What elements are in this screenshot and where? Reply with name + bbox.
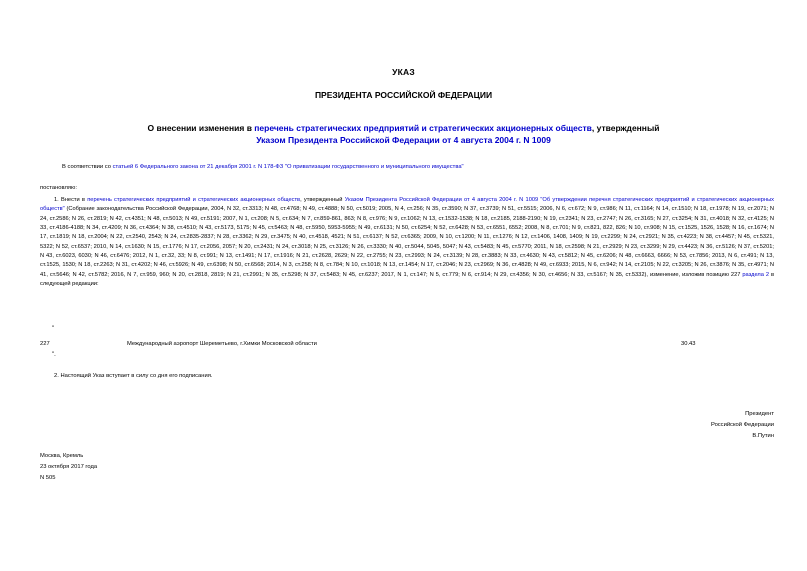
signing-place: Москва, Кремль	[40, 453, 84, 459]
decree-word: постановляю:	[40, 185, 77, 191]
point1-middle: , утвержденный	[300, 197, 345, 203]
point1-body: (Собрание законодательства Российской Федерации, 2004, N 32, ст.3313; N 48, ст.4768; N 49, ст.4888; N 50, ст.5019; 2005, N 4, ст.256; N 35, ст.3590; N 37, ст.3739; N 51, ст.5515; 2006, N 6, ст.672; N 9, ст.986; N 11, ст.1164; N 14, ст.1510; N 18, ст.1978; N 19, ст.2071; N 24, ст.2586; N 26, ст.2819; N 42, ст.4351; N 48, ст.5013; N 49, ст.5191; 2007, N 1, ст.208; N 5, ст.634; N 7, ст.859-861, 863; N 8, ст.976; N 9, ст.1062; N 13, ст.1532-1538; N 18, ст.2185, 2188-2190; N 19, ст.2341; N 23, ст.2747; N 26, ст.3165; N 27, ст.3254; N 31, ст.4018; N 32, ст.4125; N 33, ст.4186-4188; N 34, ст.4209; N 36, ст.4364; N 38, ст.4510; N 43, ст.5173, 5175; N 45, ст.5463; N 48, ст.5950, 5953-5955; N 49, ст.6131; N 50, ст.6254; N 52, ст.6428; N 53, ст.6551, 6552; 2008, N 8, ст.701; N 9, ст.821, 822, 826; N 10, ст.908; N 15, ст.1525, 1526, 1528; N 16, ст.1674; N 17, ст.1819; N 18, ст.2004; N 22, ст.2540, 2543; N 24, ст.2835-2837; N 28, ст.3362; N 29, ст.3475; N 40, ст.4518, 4521; N 51, ст.6137; N 52, ст.6365; 2009, N 10, ст.1200; N 11, ст.1276; N 12, ст.1406, 1408, 1409; N 19, ст.2299; N 24, ст.2921; N 35, ст.4223; N 38, ст.4457; N 45, ст.5321, 5322; N 52, ст.6537; 2010, N 14, ст.1630; N 15, ст.1776; N 17, ст.2056, 2057; N 20, ст.2431; N 24, ст.3018; N 25, ст.3126; N 26, ст.3330; N 40, ст.5044, 5045, 5047; N 43, ст.5483; N 45, ст.5770; 2011, N 18, ст.2598; N 21, ст.2929; N 23, ст.3299; N 29, ст.4423; N 36, ст.5126; N 37, ст.5201; N 43, ст.6023, 6030; N 46, ст.6476; 2012, N 1, ст.32, 33; N 8, ст.991; N 13, ст.1491; N 17, ст.1916; N 21, ст.2628, 2629; N 22, ст.2755; N 23, ст.2993; N 24, ст.3139; N 28, ст.3883; N 33, ст.4630; N 43, ст.5812; N 45, ст.6206; N 48, ст.6663, 6666; N 53, ст.7856; 2013, N 6, ст.491; N 13, ст.1525, 1530; N 18, ст.2263; N 31, ст.4202; N 46, ст.5926; N 49, ст.6398; N 50, ст.6568; 2014, N 3, ст.258; N 8, ст.784; N 10, ст.1018; N 13, ст.1454; N 17, ст.2046; N 23, ст.2969; N 36, ст.4828; N 49, ст.6933; 2015, N 6, ст.942; N 14, ст.2105; N 22, ст.3205; N 26, ст.3876; N 35, ст.4971; N 41, ст.5646; N 42, ст.5782; 2016, N 7, ст.959, 960; N 20, ст.2818, 2819; N 21, ст.2991; N 35, ст.5298; N 37, ст.5483; N 45, ст.6237; 2017, N 1, ст.147; N 5, ст.779; N 6, ст.914; N 29, ст.4356; N 30, ст.4656; N 33, ст.5167; N 35, ст.5332), изменение, изложив позицию 227	[40, 206, 774, 278]
point1-link-decree[interactable]: Указом Президента Российской Федерации от 4 августа 2004 г. N 1009 "Об утверждении перечня стратегических предприятий и стратегических акционерных обществ"	[40, 197, 775, 213]
title-link-decree[interactable]: Указом Президента Российской Федерации от 4 августа 2004 г. N 1009	[256, 135, 551, 145]
quote-close-mark: ".	[52, 352, 56, 358]
signature-country: Российской Федерации	[710, 422, 774, 428]
title-prefix: О внесении изменения в	[147, 123, 255, 133]
title-link-list[interactable]: перечень стратегических предприятий и стратегических акционерных обществ	[254, 123, 592, 133]
issuer-heading: ПРЕЗИДЕНТА РОССИЙСКОЙ ФЕДЕРАЦИИ	[314, 90, 493, 100]
legal-basis	[62, 164, 464, 170]
document-number: N 505	[40, 475, 56, 481]
basis-prefix: В соответствии со	[62, 164, 113, 170]
signature-name: В.Путин	[752, 433, 774, 439]
position-code: 30.43	[681, 341, 696, 347]
signing-date: 23 октября 2017 года	[40, 464, 98, 470]
title-middle: , утвержденный	[591, 123, 660, 133]
position-number: 227	[40, 341, 50, 347]
point1-suffix: в следующей редакции:	[40, 271, 775, 288]
quote-open-mark: "	[52, 326, 55, 332]
point1-link-list[interactable]: перечень стратегических предприятий и стратегических акционерных обществ	[87, 197, 301, 203]
point-2-paragraph: 2. Настоящий Указ вступает в силу со дня его подписания.	[54, 373, 213, 379]
signature-position: Президент	[745, 411, 774, 417]
point-1-paragraph	[40, 196, 774, 289]
document-title	[0, 122, 807, 146]
basis-link-law[interactable]: статьей 6 Федерального закона от 21 декабря 2001 г. N 178-ФЗ "О приватизации государственного и муниципального имущества"	[112, 164, 464, 170]
point1-prefix: 1. Внести в	[54, 197, 88, 203]
point1-link-section[interactable]: раздела 2	[742, 271, 770, 278]
document-type-heading: УКАЗ	[392, 67, 415, 77]
position-name: Международный аэропорт Шереметьево, г.Химки Московской области	[127, 341, 317, 347]
